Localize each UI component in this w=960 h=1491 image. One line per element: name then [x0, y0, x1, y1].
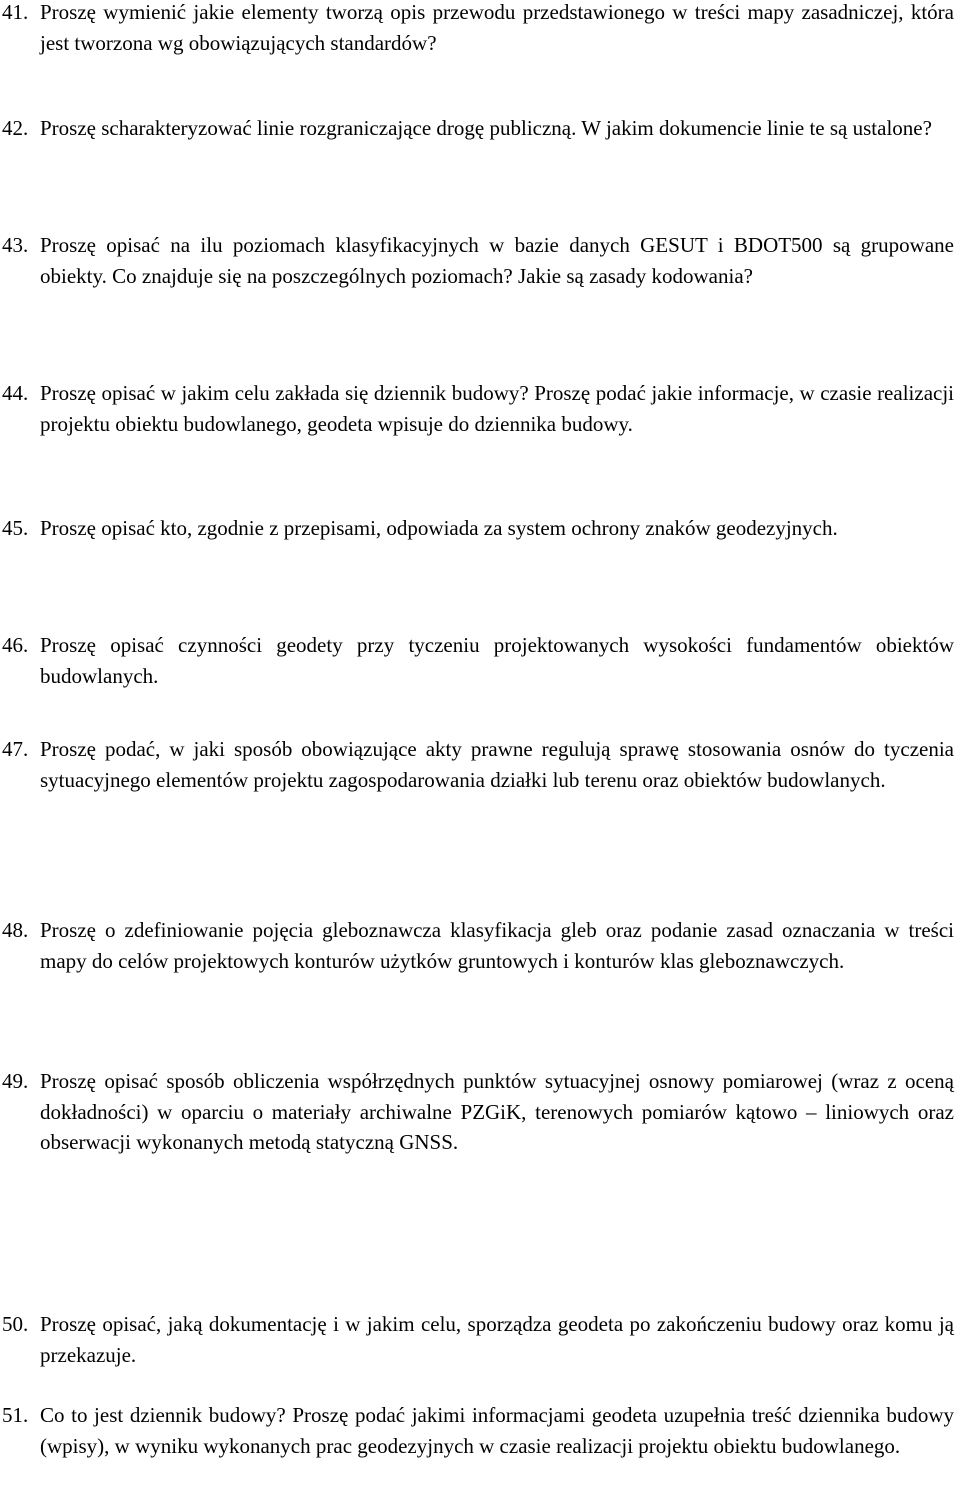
- question-text: Proszę podać, w jaki sposób obowiązujące akty prawne regulują sprawę stosowania osnów do tyczenia sytuacyjnego elementów projektu zagospodarowania działki lub terenu oraz obiektów budowlanych.: [40, 737, 954, 792]
- question-number: 44.: [2, 381, 29, 405]
- question-number: 42.: [2, 116, 29, 140]
- question-text: Proszę wymienić jakie elementy tworzą opis przewodu przedstawionego w treści mapy zasadniczej, która jest tworzona wg obowiązujących standardów?: [40, 0, 954, 55]
- question-number: 43.: [2, 233, 29, 257]
- question-text: Proszę o zdefiniowanie pojęcia gleboznawcza klasyfikacja gleb oraz podanie zasad oznaczania w treści mapy do celów projektowych konturów użytków gruntowych i konturów klas gleboznawczych.: [40, 918, 954, 973]
- question-text: Proszę opisać sposób obliczenia współrzędnych punktów sytuacyjnej osnowy pomiarowej (wraz z oceną dokładności) w oparciu o materiały archiwalne PZGiK, terenowych pomiarów kątowo – liniowych oraz obserwacji wykonanych metodą statyczną GNSS.: [40, 1069, 954, 1154]
- question-number: 46.: [2, 633, 29, 657]
- question-text: Proszę opisać czynności geodety przy tyczeniu projektowanych wysokości fundamentów obiektów budowlanych.: [40, 633, 954, 688]
- question-text: Proszę opisać, jaką dokumentację i w jakim celu, sporządza geodeta po zakończeniu budowy oraz komu ją przekazuje.: [40, 1312, 954, 1367]
- question-text: Proszę scharakteryzować linie rozgraniczające drogę publiczną. W jakim dokumencie linie te są ustalone?: [40, 116, 932, 140]
- question-text: Proszę opisać kto, zgodnie z przepisami, odpowiada za system ochrony znaków geodezyjnych.: [40, 516, 838, 540]
- question-text: Proszę opisać na ilu poziomach klasyfikacyjnych w bazie danych GESUT i BDOT500 są grupowane obiekty. Co znajduje się na poszczególnych poziomach? Jakie są zasady kodowania?: [40, 233, 954, 288]
- question-number: 49.: [2, 1069, 29, 1093]
- question-number: 48.: [2, 918, 29, 942]
- question-text: Co to jest dziennik budowy? Proszę podać jakimi informacjami geodeta uzupełnia treść dziennika budowy (wpisy), w wyniku wykonanych prac geodezyjnych w czasie realizacji projektu obiektu budowlanego.: [40, 1403, 954, 1458]
- question-number: 45.: [2, 516, 29, 540]
- question-number: 47.: [2, 737, 29, 761]
- question-number: 41.: [2, 0, 29, 24]
- question-number: 50.: [2, 1312, 29, 1336]
- question-text: Proszę opisać w jakim celu zakłada się dziennik budowy? Proszę podać jakie informacje, w czasie realizacji projektu obiektu budowlanego, geodeta wpisuje do dziennika budowy.: [40, 381, 954, 436]
- question-number: 51.: [2, 1403, 29, 1427]
